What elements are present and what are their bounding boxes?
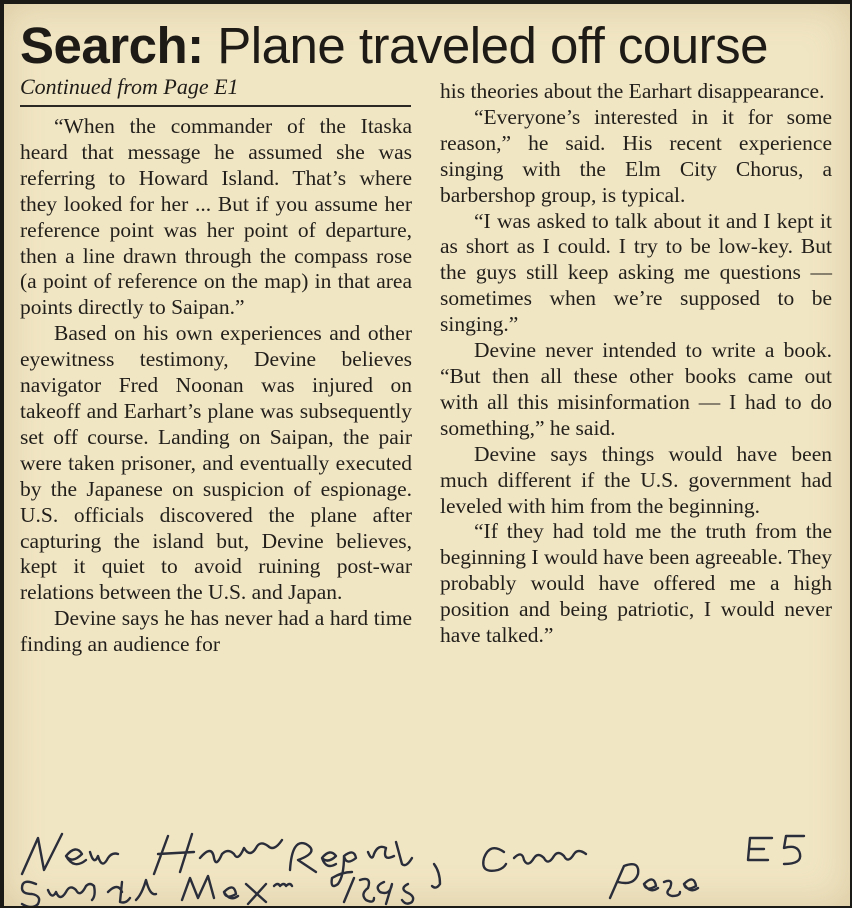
article-right-column [440,79,832,649]
paragraph: Based on his own experiences and other eyewitness testimony, Devine believes navigator Fred Noonan was injured on takeoff and Earhart’s plane was subsequently set off course. Landing on Saipan, the pair were taken prisoner, and eventually executed by the Japanese on suspicion of espionage. U.S. officials discovered the plane after capturing the island but, Devine believes, kept it quiet to avoid ruining post-war relations between the U.S. and Japan. [20,321,412,605]
headline-kicker: Search: [20,17,204,74]
paragraph: “When the commander of the Itaska heard that message he assumed she was referring to Howard Island. That’s where they looked for her ... But if you assume her reference point was her point of departure, then a line drawn through the compass rose (a point of reference on the map) in that area points directly to Saipan.” [20,114,412,320]
article-left-column [20,114,412,658]
paragraph: Devine says he has never had a hard time finding an audience for [20,606,412,657]
handwritten-note [4,812,850,906]
paragraph: his theories about the Earhart disappearance. [440,79,825,103]
paragraph: “Everyone’s interested in it for some reason,” he said. His recent experience singing with the Elm City Chorus, a barbershop group, is typical. [440,104,832,207]
paragraph: “I was asked to talk about it and I kept it as short as I could. I try to be low-key. But the guys still keep asking me questions — sometimes when we’re supposed to be singing.” [440,208,832,337]
divider-rule [20,105,411,107]
paragraph: Devine never intended to write a book. “But then all these other books came out with all this misinformation — I had to do something,” he said. [440,338,832,440]
paragraph: “If they had told me the truth from the beginning I would have been agreeable. They probably would have offered me a high position and being patriotic, I would never have talked.” [440,519,832,648]
paragraph: Devine says things would have been much different if the U.S. government had leveled with him from the beginning. [440,441,832,518]
newspaper-clipping [4,4,850,906]
headline-main: Plane traveled off course [217,17,769,74]
continued-line: Continued from Page E1 [20,74,239,99]
headline [20,14,840,78]
